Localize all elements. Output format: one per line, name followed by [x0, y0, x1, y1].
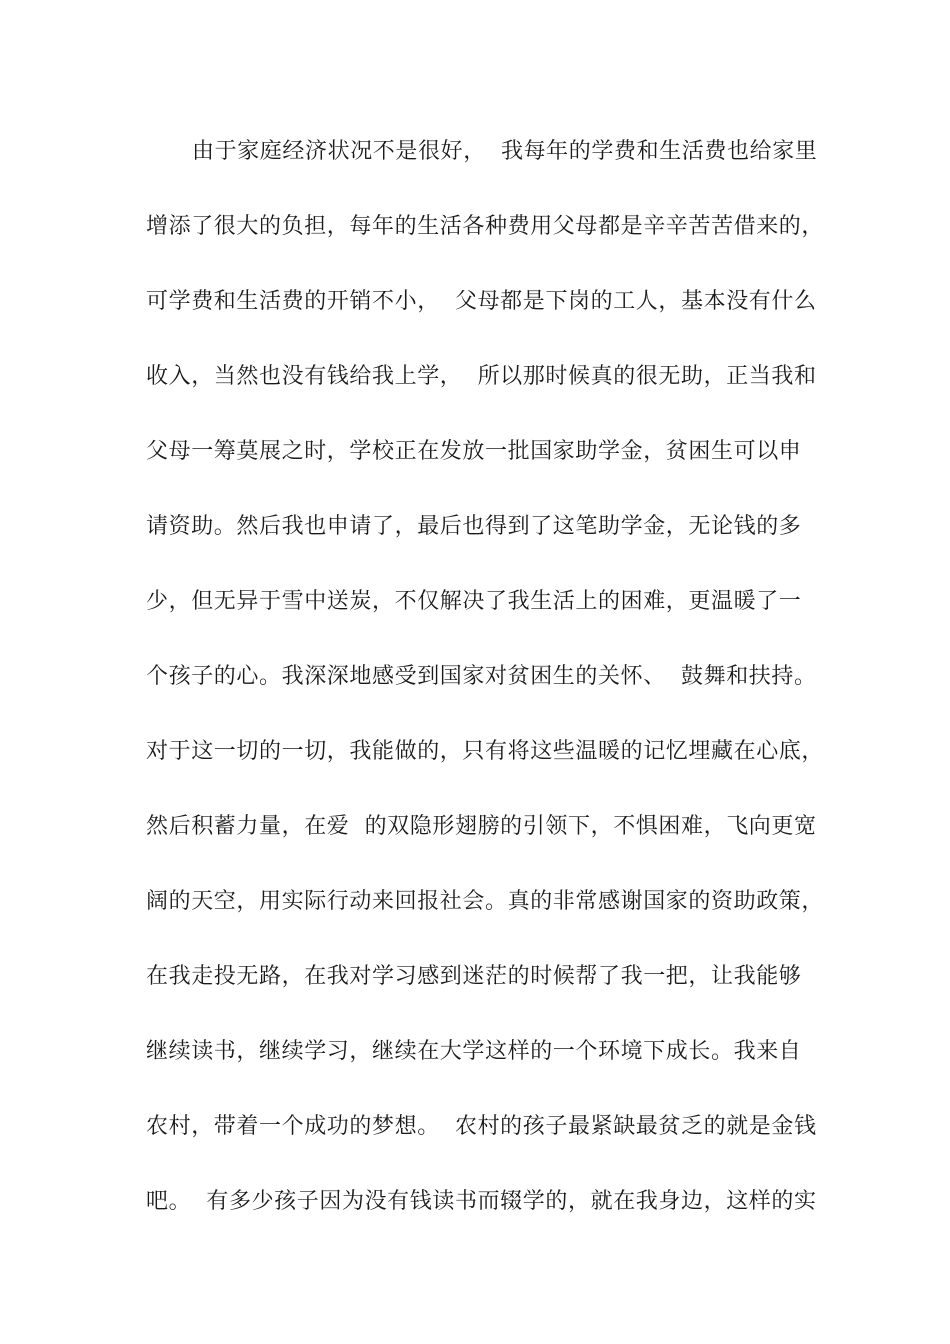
- text-line-4: 收入，当然也没有钱给我上学， 所以那时候真的很无助，正当我和: [146, 364, 817, 389]
- text-line-7: 少，但无异于雪中送炭，不仅解决了我生活上的困难，更温暖了一: [146, 589, 802, 614]
- text-line-11: 阔的天空，用实际行动来回报社会。真的非常感谢国家的资助政策，: [146, 889, 825, 914]
- text-line-13: 继续读书，继续学习，继续在大学这样的一个环境下成长。我来自: [146, 1039, 802, 1064]
- text-line-12: 在我走投无路，在我对学习感到迷茫的时候帮了我一把，让我能够: [146, 964, 802, 989]
- text-line-6: 请资助。然后我也申请了，最后也得到了这笔助学金，无论钱的多: [146, 514, 802, 539]
- text-line-8: 个孩子的心。我深深地感受到国家对贫困生的关怀、 鼓舞和扶持。: [146, 664, 817, 689]
- body-paragraph: [146, 130, 836, 1255]
- text-line-10: 然后积蓄力量，在爱 的双隐形翅膀的引领下，不惧困难，飞向更宽: [146, 814, 817, 839]
- text-line-3: 可学费和生活费的开销不小， 父母都是下岗的工人，基本没有什么: [146, 289, 817, 314]
- text-line-9: 对于这一切的一切，我能做的，只有将这些温暖的记忆埋藏在心底，: [146, 739, 825, 764]
- text-line-15: 吧。 有多少孩子因为没有钱读书而辍学的，就在我身边，这样的实: [146, 1189, 817, 1214]
- text-line-5: 父母一筹莫展之时，学校正在发放一批国家助学金，贫困生可以申: [146, 439, 802, 464]
- text-line-1: 由于家庭经济状况不是很好， 我每年的学费和生活费也给家里: [192, 139, 818, 164]
- text-line-2: 增添了很大的负担，每年的生活各种费用父母都是辛辛苦苦借来的，: [146, 214, 825, 239]
- text-line-14: 农村，带着一个成功的梦想。 农村的孩子最紧缺最贫乏的就是金钱: [146, 1114, 817, 1139]
